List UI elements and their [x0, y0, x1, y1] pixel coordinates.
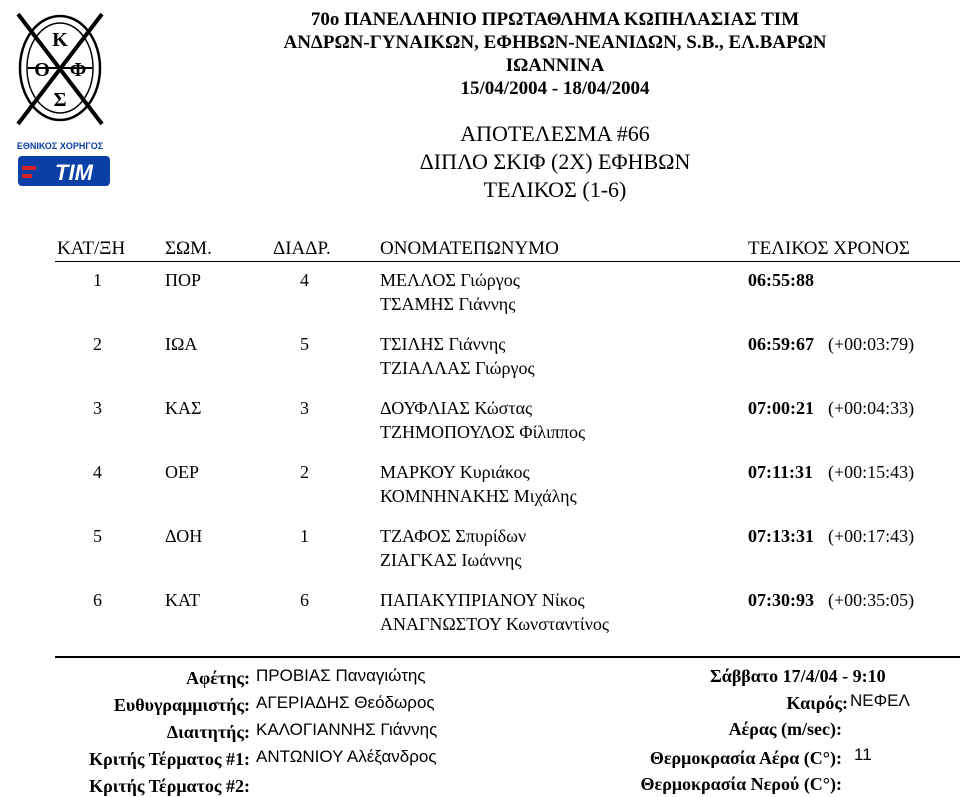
result-rank: 6	[93, 590, 102, 610]
result-rower-2: ΤΖΙΑΛΛΑΣ Γιώργος	[380, 358, 535, 378]
result-lane: 1	[300, 526, 309, 546]
official-label: Διαιτητής:	[166, 722, 250, 742]
result-lane: 6	[300, 590, 309, 610]
result-rower-2: ΚΟΜΝΗΝΑΚΗΣ Μιχάλης	[380, 486, 577, 506]
official-name: ΑΓΕΡΙΑΔΗΣ Θεόδωρος	[256, 693, 435, 712]
official-name: ΠΡΟΒΙΑΣ Παναγιώτης	[256, 666, 426, 685]
col-time: ΤΕΛΙΚΟΣ ΧΡΟΝΟΣ	[748, 238, 910, 259]
result-club: ΔΟΗ	[165, 526, 203, 546]
svg-text:Κ: Κ	[52, 29, 68, 51]
result-club: ΚΑΤ	[165, 590, 201, 610]
result-rower-2: ΖΙΑΓΚΑΣ Ιωάννης	[380, 550, 522, 570]
result-club: ΚΑΣ	[165, 398, 202, 418]
air-temp-value: 11	[854, 745, 872, 764]
event-name: ΔΙΠΛΟ ΣΚΙΦ (2Χ) ΕΦΗΒΩΝ	[419, 149, 691, 174]
weather-value: ΝΕΦΕΛ	[850, 691, 910, 710]
federation-logo	[8, 6, 118, 196]
race-datetime: Σάββατο 17/4/04 - 9:10	[710, 666, 886, 686]
result-rank: 4	[93, 462, 102, 482]
result-rower-1: ΜΑΡΚΟΥ Κυριάκος	[380, 462, 530, 482]
result-club: ΠΟΡ	[165, 270, 202, 290]
header-divider	[55, 261, 960, 262]
result-time-diff: (+00:04:33)	[828, 398, 915, 418]
result-lane: 5	[300, 334, 309, 354]
svg-text:Ο: Ο	[34, 59, 50, 81]
result-time: 06:59:67	[748, 334, 814, 354]
official-name: ΑΝΤΩΝΙΟΥ Αλέξανδρος	[256, 747, 437, 766]
air-temp-label: Θερμοκρασία Αέρα (C°):	[649, 748, 842, 768]
official-label: Αφέτης:	[185, 668, 250, 688]
official-label: Κριτής Τέρματος #2:	[89, 776, 250, 796]
result-rank: 2	[93, 334, 102, 354]
venue: ΙΩΑΝΝΙΝΑ	[505, 55, 605, 76]
official-name: ΚΑΛΟΓΙΑΝΝΗΣ Γιάννης	[256, 720, 438, 739]
categories-line: ΑΝΔΡΩΝ-ΓΥΝΑΙΚΩΝ, ΕΦΗΒΩΝ-ΝΕΑΝΙΔΩΝ, S.B., ΕΛ.ΒΑΡΩΝ	[283, 32, 827, 53]
col-lane: ΔΙΑΔΡ.	[273, 238, 331, 259]
result-rower-1: ΜΕΛΛΟΣ Γιώργος	[380, 270, 520, 290]
col-club: ΣΩΜ.	[165, 238, 212, 259]
championship-title: 70ο ΠΑΝΕΛΛΗΝΙΟ ΠΡΩΤΑΘΛΗΜΑ ΚΩΠΗΛΑΣΙΑΣ ΤΙΜ	[310, 9, 800, 30]
official-label: Ευθυγραμμιστής:	[113, 695, 250, 715]
result-time-diff: (+00:15:43)	[828, 462, 915, 482]
svg-text:Φ: Φ	[69, 59, 87, 81]
event-dates: 15/04/2004 - 18/04/2004	[460, 78, 650, 99]
official-label: Κριτής Τέρματος #1:	[89, 749, 250, 769]
result-rower-1: ΔΟΥΦΛΙΑΣ Κώστας	[380, 398, 533, 418]
svg-text:Σ: Σ	[53, 89, 67, 111]
round-name: ΤΕΛΙΚΟΣ (1-6)	[483, 177, 627, 202]
result-time: 07:30:93	[748, 590, 814, 610]
result-time: 07:00:21	[748, 398, 814, 418]
weather-label: Καιρός:	[786, 693, 848, 713]
result-lane: 4	[300, 270, 309, 290]
result-rower-1: ΠΑΠΑΚΥΠΡΙΑΝΟΥ Νίκος	[380, 590, 585, 610]
water-temp-label: Θερμοκρασία Νερού (C°):	[640, 774, 842, 794]
result-rower-2: ΤΣΑΜΗΣ Γιάννης	[380, 294, 516, 314]
result-rower-1: ΤΖΑΦΟΣ Σπυρίδων	[380, 526, 527, 546]
result-time-diff: (+00:35:05)	[828, 590, 915, 610]
kof-emblem-icon	[8, 6, 118, 196]
svg-text:TIM: TIM	[55, 160, 93, 185]
result-lane: 3	[300, 398, 309, 418]
col-name: ΟΝΟΜΑΤΕΠΩΝΥΜΟ	[380, 238, 559, 259]
result-rower-2: ΑΝΑΓΝΩΣΤΟΥ Κωνσταντίνος	[380, 614, 610, 634]
result-time-diff: (+00:17:43)	[828, 526, 915, 546]
result-club: ΙΩΑ	[165, 334, 198, 354]
result-rank: 1	[93, 270, 102, 290]
result-number: ΑΠΟΤΕΛΕΣΜΑ #66	[460, 121, 650, 146]
result-rower-2: ΤΖΗΜΟΠΟΥΛΟΣ Φίλιππος	[380, 422, 586, 442]
result-lane: 2	[300, 462, 309, 482]
col-rank: ΚΑΤ/ΞΗ	[57, 238, 126, 259]
result-time-diff: (+00:03:79)	[828, 334, 915, 354]
result-club: ΟΕΡ	[165, 462, 200, 482]
footer-divider	[55, 656, 960, 658]
svg-text:ΕΘΝΙΚΟΣ ΧΟΡΗΓΟΣ: ΕΘΝΙΚΟΣ ΧΟΡΗΓΟΣ	[16, 141, 104, 151]
wind-label: Αέρας (m/sec):	[728, 719, 842, 739]
result-rower-1: ΤΣΙΛΗΣ Γιάννης	[380, 334, 506, 354]
result-time: 06:55:88	[748, 270, 814, 290]
result-rank: 3	[93, 398, 102, 418]
result-rank: 5	[93, 526, 102, 546]
result-time: 07:11:31	[748, 462, 813, 482]
result-time: 07:13:31	[748, 526, 814, 546]
